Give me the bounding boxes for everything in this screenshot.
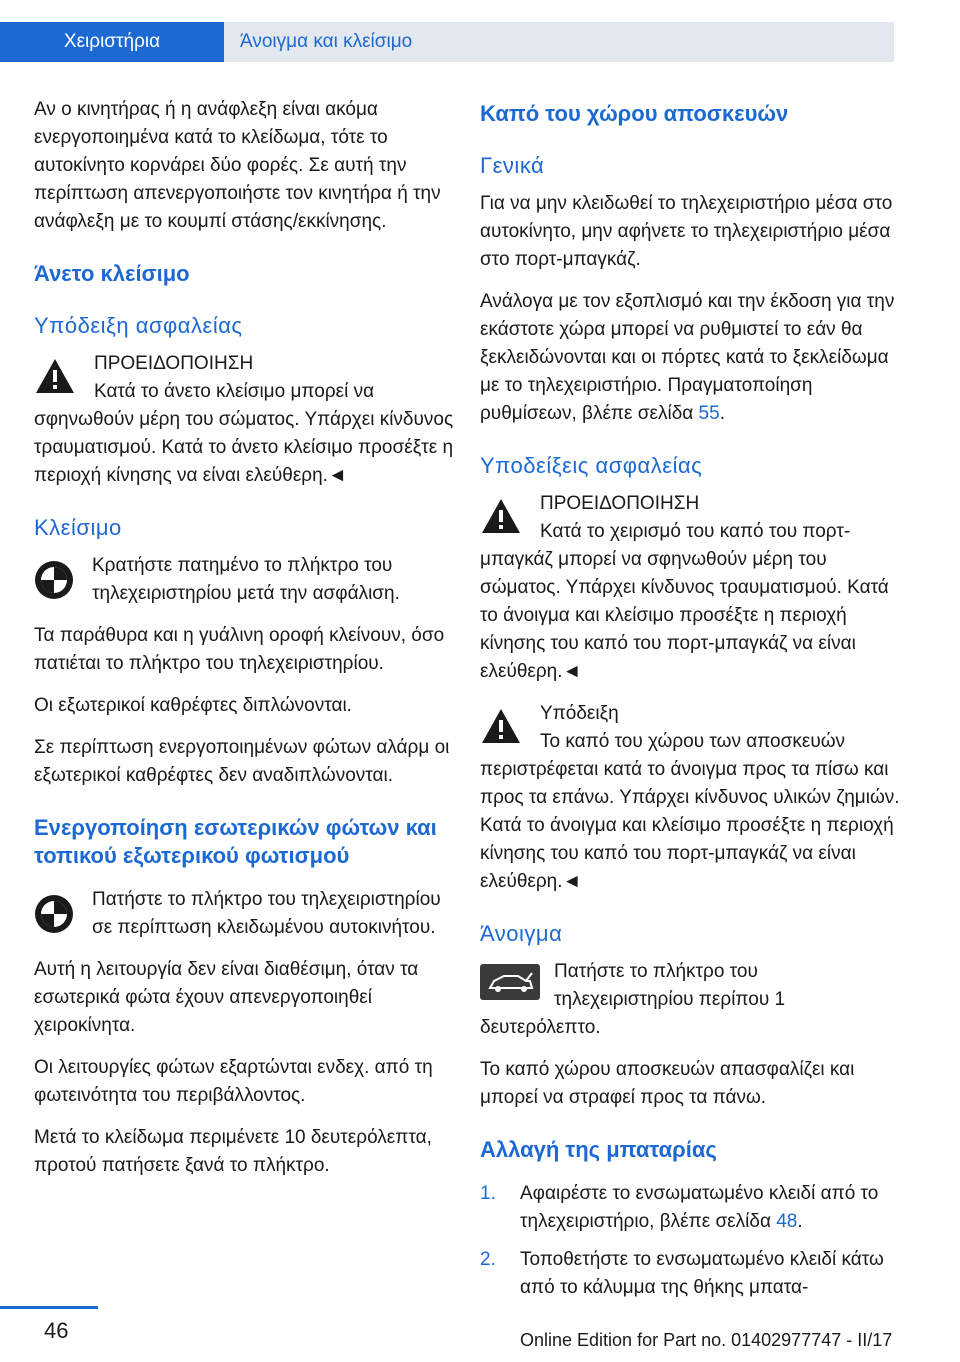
paragraph-mirrors: Οι εξωτερικοί καθρέφτες διπλώνονται.: [34, 695, 352, 716]
heading-safety-note: Υπόδειξη ασφαλείας: [34, 313, 243, 338]
page-number: 46: [44, 1318, 69, 1343]
opening-text: Πατήστε το πλήκτρο του τηλεχειριστηρίου περίπου 1 δευτερόλεπτο.: [480, 961, 786, 1038]
right-column: [480, 96, 902, 1312]
list-number: 2.: [480, 1249, 496, 1270]
heading-opening: Άνοιγμα: [480, 921, 563, 946]
warning-triangle-icon: [480, 706, 522, 746]
warning-triangle-icon: [480, 496, 522, 536]
chapter-tab-open-close[interactable]: Άνοιγμα και κλείσιμο: [224, 22, 894, 62]
paragraph-unavailable: Αυτή η λειτουργία δεν είναι διαθέσιμη, όταν τα εσωτερικά φώτα έχουν απενεργοποιηθεί χειροκίνητα.: [34, 959, 419, 1036]
paragraph-opening: Το καπό χώρου αποσκευών απασφαλίζει και μπορεί να στραφεί προς τα πάνω.: [480, 1059, 855, 1108]
warning-block-comfort: [34, 350, 454, 490]
note-block-trunk: [480, 700, 902, 896]
warning-triangle-icon: [34, 356, 76, 396]
warning-label: ΠΡΟΕΙΔΟΠΟΙΗΣΗ: [540, 493, 700, 514]
warning-label: ΠΡΟΕΙΔΟΠΟΙΗΣΗ: [94, 353, 254, 374]
list-item: 2. Τοποθετήστε το ενσωματωμένο κλειδί κάτω από το κάλυμμα της θήκης μπατα-: [480, 1246, 902, 1302]
footer-rule: [0, 1306, 98, 1309]
paragraph-wait: Μετά το κλείδωμα περιμένετε 10 δευτερόλεπτα, προτού πατήσετε ξανά το πλήκτρο.: [34, 1127, 432, 1176]
bmw-logo-icon: [34, 894, 74, 934]
note-text: Το καπό του χώρου των αποσκευών περιστρέφεται κατά το άνοιγμα προς τα πίσω και προς τα επάνω. Υπάρχει κίνδυνος υλικών ζημιών. Κατά το άνοιγμα και κλείσιμο προσέξτε η περιοχή κίνησης του καπό του πορτ-μπαγκάζ να είναι ελεύθερη.◄: [480, 731, 900, 892]
heading-general: Γενικά: [480, 153, 545, 178]
heading-safety-notes: Υποδείξεις ασφαλείας: [480, 453, 703, 478]
paragraph-windows: Τα παράθυρα και η γυάλινη οροφή κλείνουν, όσο πατιέται το πλήκτρο του τηλεχειριστηρίου.: [34, 625, 445, 674]
heading-comfort-close: Άνετο κλείσιμο: [34, 261, 190, 286]
warning-text: Κατά το άνετο κλείσιμο μπορεί να σφηνωθούν μέρη του σώματος. Υπάρχει κίνδυνος τραυματισμού. Κατά το άνετο κλείσιμο προσέξτε η περιοχή κίνησης να είναι ελεύθερη.◄: [34, 381, 454, 486]
page-reference-link[interactable]: 55: [698, 403, 720, 424]
list-number: 1.: [480, 1183, 496, 1204]
left-column: [34, 96, 454, 1194]
page-reference-link[interactable]: 48: [776, 1211, 798, 1232]
heading-trunk-lid: Καπό του χώρου αποσκευών: [480, 101, 789, 126]
lights-instruction: [34, 886, 454, 942]
lights-text: Πατήστε το πλήκτρο του τηλεχειριστηρίου σε περίπτωση κλειδωμένου αυτοκινήτου.: [92, 889, 441, 938]
paragraph-alarm-lights: Σε περίπτωση ενεργοποιημένων φώτων αλάρμ οι εξωτερικοί καθρέφτες δεν αναδιπλώνονται.: [34, 737, 450, 786]
heading-battery-change: Αλλαγή της μπαταρίας: [480, 1137, 717, 1162]
bmw-logo-icon: [34, 560, 74, 600]
closing-instruction: [34, 552, 454, 608]
warning-text: Κατά το χειρισμό του καπό του πορτ-μπαγκάζ μπορεί να σφηνωθούν μέρη του σώματος. Υπάρχει κίνδυνος τραυματισμού. Κατά το άνοιγμα και κλείσιμο προσέξτε η περιοχή κίνησης του καπό του πορτ-μπαγκάζ να είναι ελεύθερη.◄: [480, 521, 889, 682]
page-header: [0, 0, 960, 62]
heading-closing: Κλείσιμο: [34, 515, 122, 540]
note-label: Υπόδειξη: [540, 703, 619, 724]
intro-paragraph: Αν ο κινητήρας ή η ανάφλεξη είναι ακόμα ενεργοποιημένα κατά το κλείδωμα, τότε το αυτοκίνητο κορνάρει δύο φορές. Σε αυτή την περίπτωση απενεργοποιήστε τον κινητήρα ή την ανάφλεξη με το κουμπί στάσης/εκκίνησης.: [34, 99, 441, 232]
edition-note: Online Edition for Part no. 01402977747 - II/17: [520, 1330, 893, 1350]
warning-block-trunk: [480, 490, 902, 686]
car-trunk-key-icon: [480, 964, 540, 1000]
closing-text: Κρατήστε πατημένο το πλήκτρο του τηλεχειριστηρίου μετά την ασφάλιση.: [92, 555, 400, 604]
paragraph-brightness: Οι λειτουργίες φώτων εξαρτώνται ενδεχ. από τη φωτεινότητα του περιβάλλοντος.: [34, 1057, 433, 1106]
chapter-tab-controls[interactable]: Χειριστήρια: [0, 22, 224, 62]
heading-interior-lights: Ενεργοποίηση εσωτερικών φώτων και τοπικού εξωτερικού φωτισμού: [34, 815, 437, 868]
list-item: 1. Αφαιρέστε το ενσωματωμένο κλειδί από το τηλεχειριστήριο, βλέπε σελίδα 48.: [480, 1180, 902, 1236]
opening-instruction: [480, 958, 902, 1042]
paragraph-general-2: Ανάλογα με τον εξοπλισμό και την έκδοση για την εκάστοτε χώρα μπορεί να ρυθμιστεί το εάν θα ξεκλειδώνονται και οι πόρτες κατά το ξεκλείδωμα με το τηλεχειριστήριο. Πραγματοποίηση ρυθμίσεων, βλέπε σελίδα 55.: [480, 291, 895, 424]
paragraph-general-1: Για να μην κλειδωθεί το τηλεχειριστήριο μέσα στο αυτοκίνητο, μην αφήνετε το τηλεχειριστήριο μέσα στο πορτ-μπαγκάζ.: [480, 193, 893, 270]
